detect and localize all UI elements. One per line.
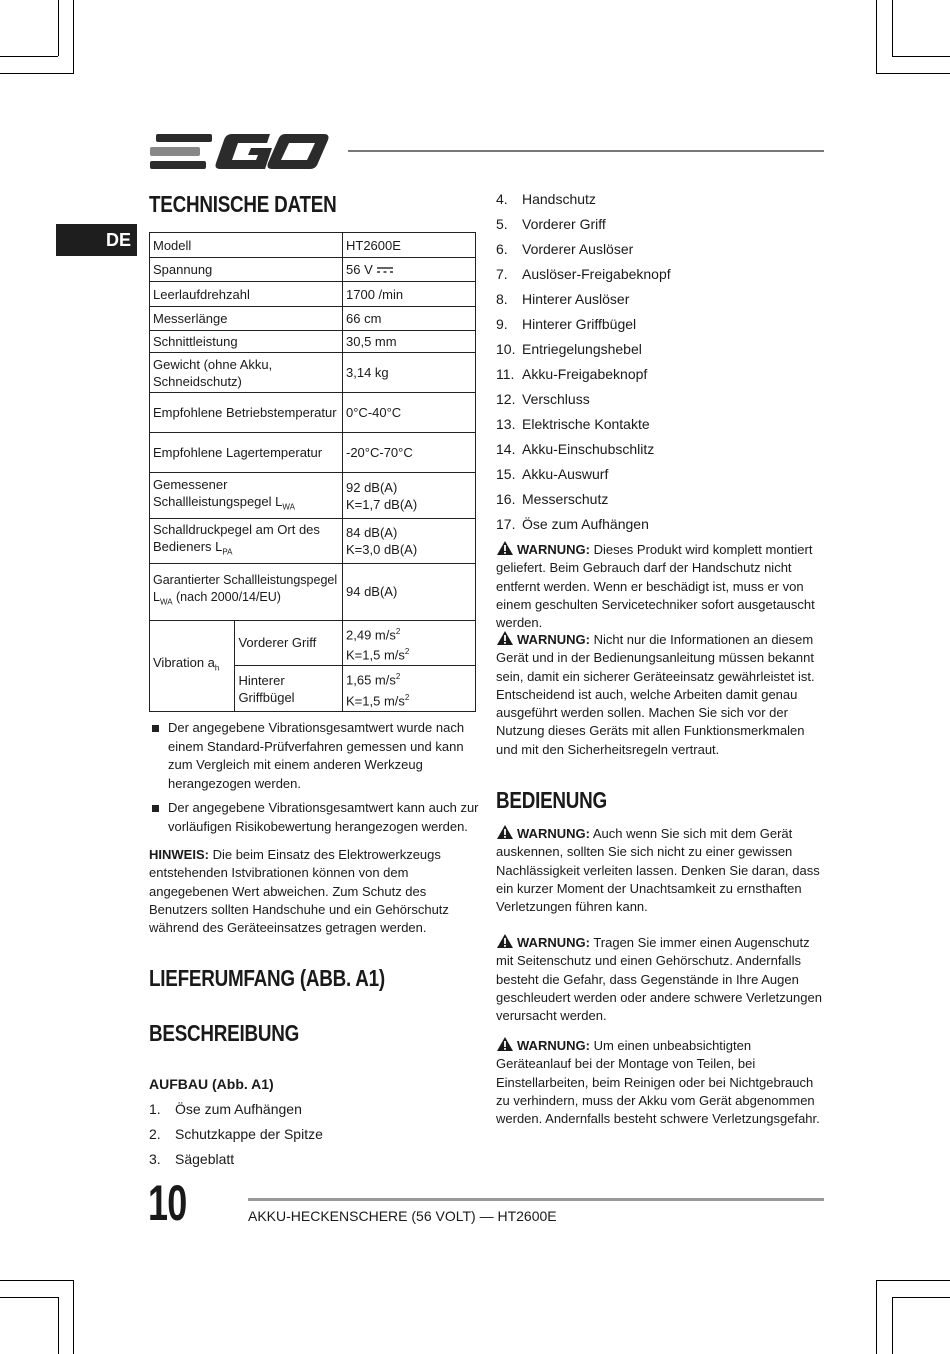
warning-label: WARNUNG: xyxy=(517,826,590,841)
item-number: 12. xyxy=(496,390,516,407)
bullet-list xyxy=(149,719,479,842)
lwa-value-line: 92 dB(A) xyxy=(346,479,398,495)
crop-mark xyxy=(58,0,59,56)
item-text: Vorderer Griff xyxy=(522,215,606,232)
spec-value: 30,5 mm xyxy=(343,331,476,353)
spec-value: 66 cm xyxy=(343,307,476,331)
item-text: Vorderer Auslöser xyxy=(522,240,634,257)
crop-mark xyxy=(0,56,58,57)
warning-block xyxy=(496,824,826,916)
vibration-label xyxy=(150,620,235,711)
warning-triangle-icon xyxy=(496,824,514,840)
list-item xyxy=(496,361,671,386)
item-number: 6. xyxy=(496,240,508,257)
list-item xyxy=(496,311,671,336)
spec-value: 1700 /min xyxy=(343,282,476,307)
tech-data-heading: TECHNISCHE DATEN xyxy=(149,191,337,217)
spec-label: Modell xyxy=(150,233,343,258)
item-text: Akku-Einschubschlitz xyxy=(522,440,655,457)
list-item xyxy=(496,511,671,536)
item-text: Hinterer Auslöser xyxy=(522,290,630,307)
spec-label xyxy=(150,563,343,620)
warning-text: Auch wenn Sie sich mit dem Gerät auskennen, sollten Sie sich nicht zu einer gewissen Nachlässigkeit verleiten lassen. Denken Sie daran, dass ein kurzer Moment der Unachtsamkeit zu ernsthaften Verletzungen führen kann. xyxy=(496,826,820,915)
item-text: Akku-Auswurf xyxy=(522,465,609,482)
dc-symbol-icon xyxy=(376,266,394,274)
item-text: Schutzkappe der Spitze xyxy=(175,1125,323,1142)
spec-value xyxy=(343,519,476,564)
warning-triangle-icon xyxy=(496,630,514,646)
item-number: 16. xyxy=(496,490,516,507)
spec-label: Empfohlene Betriebstemperatur xyxy=(150,393,343,433)
vibration-subscript: h xyxy=(214,664,220,674)
item-text: Öse zum Aufhängen xyxy=(175,1100,302,1117)
lpa-label-line: Bedieners L xyxy=(153,539,223,554)
bullet-text: Der angegebene Vibrationsgesamtwert kann auch zur vorläufigen Risikobewertung herangezogen werden. xyxy=(168,800,479,834)
spec-value xyxy=(343,620,476,666)
table-row xyxy=(150,331,476,353)
parts-list-left xyxy=(149,1096,323,1171)
item-number: 11. xyxy=(496,365,515,382)
warning-block xyxy=(496,540,826,632)
vib-rear-k: K=1,5 m/s xyxy=(346,692,405,708)
crop-mark xyxy=(892,0,893,56)
lpa-value-line: K=3,0 dB(A) xyxy=(346,541,418,557)
item-text: Elektrische Kontakte xyxy=(522,415,650,432)
bullet-text: Der angegebene Vibrationsgesamtwert wurde nach einem Standard-Prüfverfahren gemessen und kann zum Vergleich mit einem anderen Werkzeug herangezogen werden. xyxy=(168,720,465,791)
warning-label: WARNUNG: xyxy=(517,632,590,647)
table-row xyxy=(150,473,476,519)
item-number: 1. xyxy=(149,1100,161,1117)
crop-mark xyxy=(876,0,877,74)
spec-value: -20°C-70°C xyxy=(343,433,476,473)
spec-value: 3,14 kg xyxy=(343,353,476,393)
item-number: 8. xyxy=(496,290,508,307)
spec-label: Schnittleistung xyxy=(150,331,343,353)
crop-mark xyxy=(876,73,950,74)
item-text: Akku-Freigabeknopf xyxy=(522,365,648,382)
list-item xyxy=(496,461,671,486)
footer-title: AKKU-HECKENSCHERE (56 VOLT) — HT2600E xyxy=(248,1208,557,1224)
bedienung-heading: BEDIENUNG xyxy=(496,787,607,813)
list-item xyxy=(149,799,479,836)
warning-triangle-icon xyxy=(496,933,514,949)
list-item xyxy=(149,1096,323,1121)
bullet-square-icon xyxy=(152,725,159,732)
crop-mark xyxy=(73,1280,74,1354)
table-row xyxy=(150,353,476,393)
item-text: Messerschutz xyxy=(522,490,609,507)
item-number: 3. xyxy=(149,1150,161,1167)
warning-text: Tragen Sie immer einen Augenschutz mit Seitenschutz und einen Gehörschutz. Andernfalls besteht die Gefahr, dass Gegenstände in Ihre Augen geschleudert werden oder andere schwere Verletzungen verursacht werden. xyxy=(496,935,822,1024)
spec-label: Messerlänge xyxy=(150,307,343,331)
crop-mark xyxy=(0,73,74,74)
lpa-value-line: 84 dB(A) xyxy=(346,524,398,540)
warning-block xyxy=(496,630,826,759)
voltage-value: 56 V xyxy=(346,262,373,277)
ego-logo xyxy=(150,132,330,172)
vib-rear-value: 1,65 m/s xyxy=(346,672,396,688)
list-item xyxy=(149,719,479,793)
table-row xyxy=(150,393,476,433)
warning-block xyxy=(496,933,826,1025)
aufbau-heading: AUFBAU (Abb. A1) xyxy=(149,1076,274,1092)
item-text: Öse zum Aufhängen xyxy=(522,515,649,532)
table-row xyxy=(150,233,476,258)
lieferumfang-heading: LIEFERUMFANG (ABB. A1) xyxy=(149,965,385,991)
spec-value xyxy=(343,473,476,519)
crop-mark xyxy=(0,1280,74,1281)
table-row xyxy=(150,307,476,331)
glwa-label-line: (nach 2000/14/EU) xyxy=(172,590,281,605)
warning-label: WARNUNG: xyxy=(517,935,590,950)
language-tab: DE xyxy=(56,224,137,256)
vib-front-k: K=1,5 m/s xyxy=(346,647,405,663)
list-item xyxy=(496,186,671,211)
list-item xyxy=(496,386,671,411)
hinweis-note xyxy=(149,846,477,937)
spec-label xyxy=(150,353,343,393)
page-number: 10 xyxy=(148,1175,187,1231)
crop-mark xyxy=(0,1297,58,1298)
crop-mark xyxy=(73,0,74,74)
item-text: Sägeblatt xyxy=(175,1150,235,1167)
warning-text: Um einen unbeabsichtigten Geräteanlauf bei der Montage von Teilen, bei Einstellarbeiten, beim Reinigen oder bei Nichtgebrauch zu verhindern, muss der Akku vom Gerät abgenommen werden. Andernfalls besteht schwere Verletzungsgefahr. xyxy=(496,1038,820,1127)
spec-label xyxy=(150,473,343,519)
warning-label: WARNUNG: xyxy=(517,542,590,557)
superscript: 2 xyxy=(404,646,410,656)
item-text: Auslöser-Freigabeknopf xyxy=(522,265,671,282)
lwa-value-line: K=1,7 dB(A) xyxy=(346,496,418,512)
list-item xyxy=(496,436,671,461)
spec-value: HT2600E xyxy=(343,233,476,258)
table-row xyxy=(150,563,476,620)
spec-label: Spannung xyxy=(150,258,343,282)
item-number: 14. xyxy=(496,440,516,457)
lwa-subscript: WA xyxy=(282,502,295,512)
list-item xyxy=(496,486,671,511)
item-number: 2. xyxy=(149,1125,161,1142)
glwa-subscript: WA xyxy=(159,597,173,607)
spec-label: Vorderer Griff xyxy=(235,620,343,666)
list-item xyxy=(496,336,671,361)
glwa-label-l: L xyxy=(153,590,160,605)
crop-mark xyxy=(876,1280,877,1354)
hinweis-text: Die beim Einsatz des Elektrowerkzeugs entstehenden Istvibrationen können von dem angegebenen Wert abweichen. Zum Schutz des Benutzers sollten Handschuhe und ein Gehörschutz während des Geräteeinsatzes getragen werden. xyxy=(149,847,449,936)
crop-mark xyxy=(58,1297,59,1354)
superscript: 2 xyxy=(395,626,401,636)
lwa-label-line: Schallleistungspegel L xyxy=(153,493,283,509)
lwa-label-line: Gemessener xyxy=(153,476,228,492)
crop-mark xyxy=(892,1297,950,1298)
warning-triangle-icon xyxy=(496,540,514,556)
item-number: 7. xyxy=(496,265,508,282)
vib-front-value: 2,49 m/s xyxy=(346,626,396,642)
spec-label: Empfohlene Lagertemperatur xyxy=(150,433,343,473)
item-text: Verschluss xyxy=(522,390,590,407)
spec-value: 0°C-40°C xyxy=(343,393,476,433)
parts-list-right xyxy=(496,186,671,536)
item-number: 4. xyxy=(496,190,508,207)
item-text: Entriegelungshebel xyxy=(522,340,642,357)
hinweis-label: HINWEIS: xyxy=(149,847,209,862)
superscript: 2 xyxy=(404,692,410,702)
header-rule xyxy=(348,150,824,152)
warning-text: Dieses Produkt wird komplett montiert geliefert. Beim Gebrauch darf der Handschutz nicht entfernt werden. Wenn er beschädigt ist, muss er von einem geschulten Servicetechniker sofort ausgetauscht werden. xyxy=(496,542,815,631)
weight-label-line: Schneidschutz) xyxy=(153,373,242,389)
vibration-label-text: Vibration a xyxy=(153,655,215,671)
lpa-subscript: PA xyxy=(222,547,233,557)
list-item xyxy=(496,261,671,286)
footer-rule xyxy=(248,1198,824,1201)
warning-text: Nicht nur die Informationen an diesem Gerät und in der Bedienungsanleitung müssen bekannt sein, damit ein sicherer Geräteeinsatz gewährleistet ist. Entscheidend ist auch, welche Arbeiten damit genau ausgeführt werden sollen. Machen Sie sich vor der Nutzung dieses Geräts mit allen Funktionsmerkmalen und mit den Sicherheitsregeln vertraut. xyxy=(496,632,815,757)
list-item xyxy=(149,1146,323,1171)
superscript: 2 xyxy=(395,672,401,682)
glwa-label-line: Garantierter Schallleistungspegel xyxy=(153,573,338,588)
spec-label xyxy=(150,519,343,564)
table-row xyxy=(150,258,476,282)
lpa-label-line: Schalldruckpegel am Ort des xyxy=(153,522,320,537)
spec-value xyxy=(343,666,476,712)
table-row xyxy=(150,433,476,473)
list-item xyxy=(496,286,671,311)
item-number: 13. xyxy=(496,415,516,432)
table-row xyxy=(150,282,476,307)
warning-block xyxy=(496,1036,826,1128)
item-text: Hinterer Griffbügel xyxy=(522,315,637,332)
beschreibung-heading: BESCHREIBUNG xyxy=(149,1020,300,1046)
item-number: 10. xyxy=(496,340,516,357)
item-text: Handschutz xyxy=(522,190,596,207)
item-number: 15. xyxy=(496,465,516,482)
spec-label: Hinterer Griffbügel xyxy=(235,666,343,712)
spec-table xyxy=(149,232,476,712)
crop-mark xyxy=(892,1297,893,1354)
bullet-square-icon xyxy=(152,805,159,812)
crop-mark xyxy=(876,1280,950,1281)
table-row xyxy=(150,620,476,666)
list-item xyxy=(496,236,671,261)
spec-value: 94 dB(A) xyxy=(343,563,476,620)
list-item xyxy=(496,211,671,236)
item-number: 9. xyxy=(496,315,508,332)
warning-label: WARNUNG: xyxy=(517,1038,590,1053)
spec-value xyxy=(343,258,476,282)
warning-triangle-icon xyxy=(496,1036,514,1052)
item-number: 5. xyxy=(496,215,508,232)
list-item xyxy=(149,1121,323,1146)
weight-label-line: Gewicht (ohne Akku, xyxy=(153,356,273,372)
list-item xyxy=(496,411,671,436)
table-row xyxy=(150,519,476,564)
spec-label: Leerlaufdrehzahl xyxy=(150,282,343,307)
crop-mark xyxy=(892,56,950,57)
item-number: 17. xyxy=(496,515,516,532)
